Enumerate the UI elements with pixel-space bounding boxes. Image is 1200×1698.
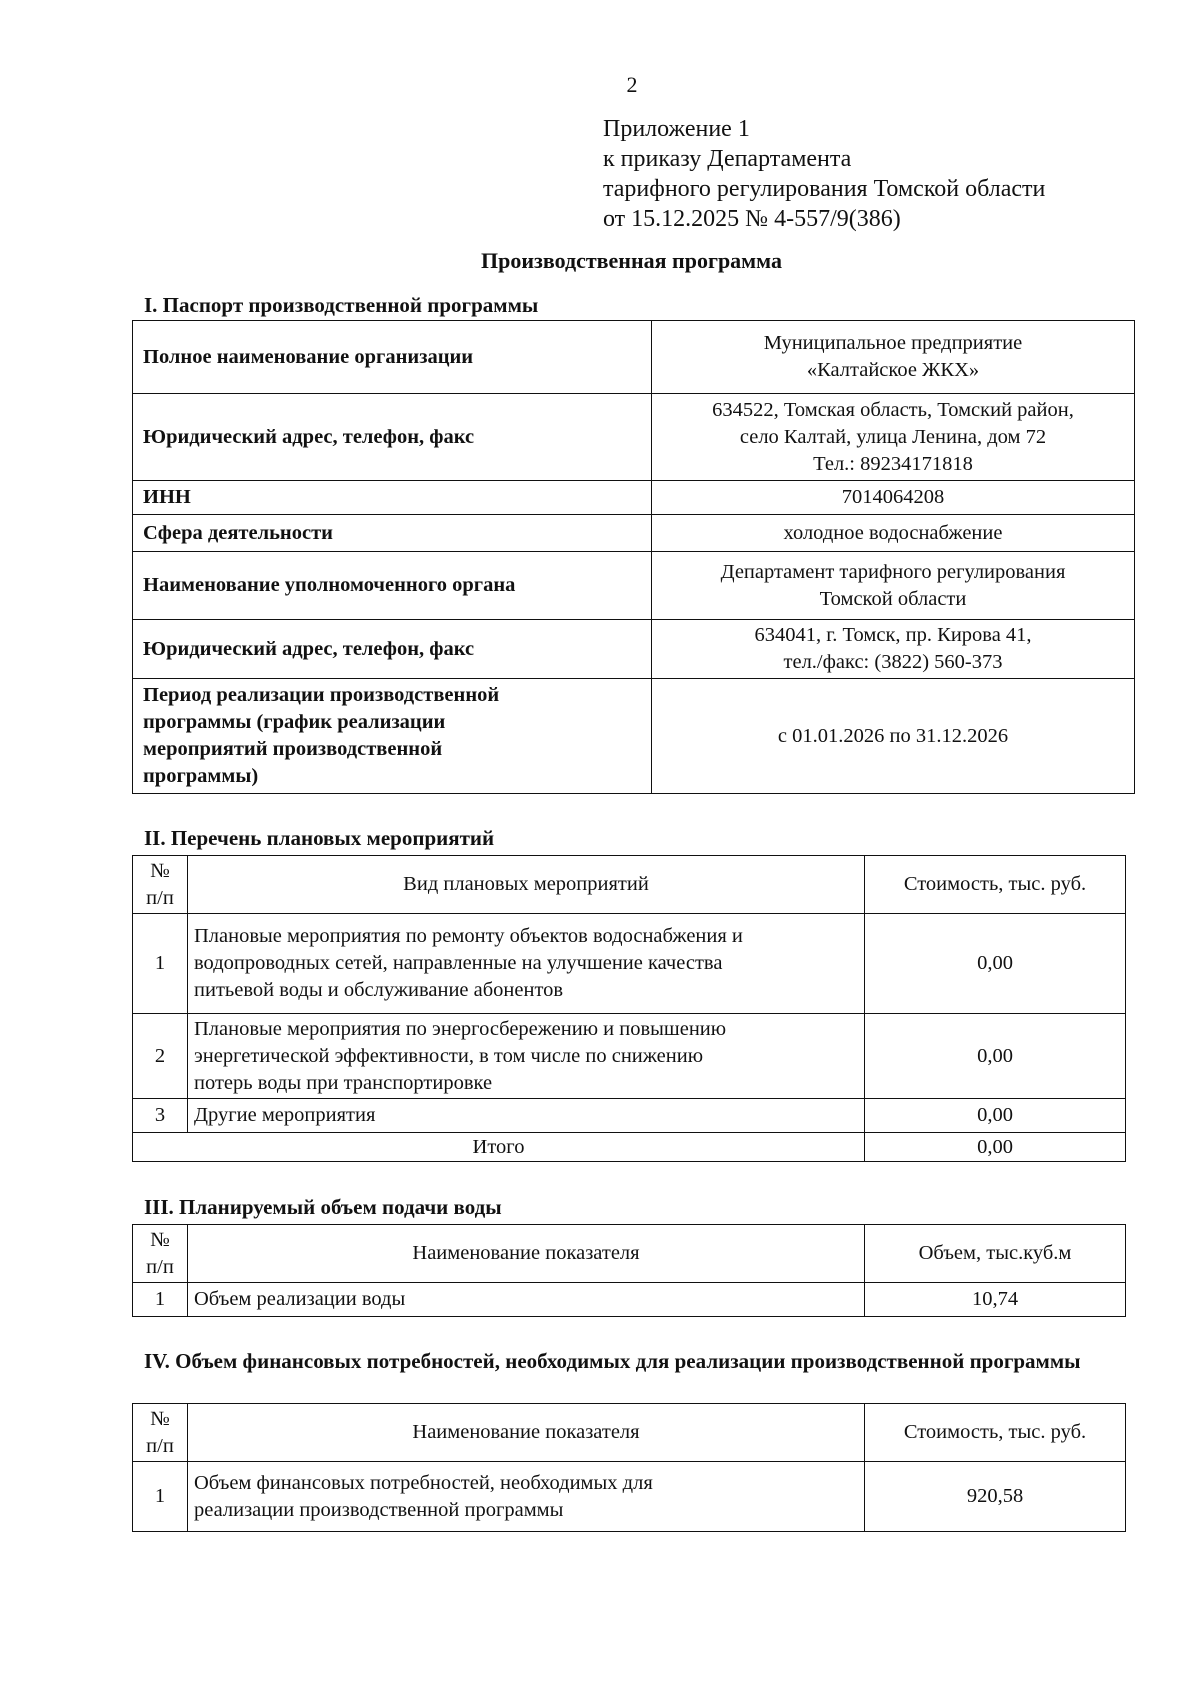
column-header-name: Вид плановых мероприятий <box>188 856 865 914</box>
section-heading-activities: II. Перечень плановых мероприятий <box>144 826 495 850</box>
row-number: 3 <box>133 1099 188 1133</box>
table-header-row <box>133 1404 1126 1462</box>
page-number: 2 <box>626 72 638 97</box>
table-row <box>133 552 1135 620</box>
row-name: Плановые мероприятия по ремонту объектов водоснабжения и водопроводных сетей, направленные на улучшение качества питьевой воды и обслуживание абонентов <box>188 914 865 1014</box>
table-row <box>133 679 1135 794</box>
row-number: 1 <box>133 1283 188 1317</box>
column-header-number: № п/п <box>133 1404 188 1462</box>
row-label: ИНН <box>133 481 652 515</box>
appendix-line: к приказу Департамента <box>603 146 852 172</box>
row-label: Наименование уполномоченного органа <box>133 552 652 620</box>
table-row <box>133 1099 1126 1133</box>
financial-needs-table <box>132 1403 1126 1532</box>
row-value: 7014064208 <box>652 481 1135 515</box>
row-value: 10,74 <box>865 1283 1126 1317</box>
row-label: Юридический адрес, телефон, факс <box>133 620 652 679</box>
column-header-cost: Стоимость, тыс. руб. <box>865 1404 1126 1462</box>
column-header-number: № п/п <box>133 856 188 914</box>
row-name: Объем финансовых потребностей, необходимых для реализации производственной программы <box>188 1462 865 1532</box>
row-cost: 0,00 <box>865 1014 1126 1099</box>
section-heading-passport: I. Паспорт производственной программы <box>144 293 539 317</box>
passport-table <box>132 320 1135 794</box>
row-name: Плановые мероприятия по энергосбережению и повышению энергетической эффективности, в том числе по снижению потерь воды при транспортировке <box>188 1014 865 1099</box>
column-header-name: Наименование показателя <box>188 1404 865 1462</box>
appendix-line: Приложение 1 <box>603 116 750 142</box>
row-cost: 920,58 <box>865 1462 1126 1532</box>
row-label: Полное наименование организации <box>133 321 652 394</box>
table-row <box>133 914 1126 1014</box>
table-row <box>133 481 1135 515</box>
appendix-line: от 15.12.2025 № 4-557/9(386) <box>603 206 901 232</box>
column-header-volume: Объем, тыс.куб.м <box>865 1225 1126 1283</box>
activities-table <box>132 855 1126 1162</box>
column-header-cost: Стоимость, тыс. руб. <box>865 856 1126 914</box>
table-total-row <box>133 1133 1126 1162</box>
column-header-number: № п/п <box>133 1225 188 1283</box>
table-row <box>133 1462 1126 1532</box>
row-label: Юридический адрес, телефон, факс <box>133 394 652 481</box>
row-label: Сфера деятельности <box>133 515 652 552</box>
total-value: 0,00 <box>865 1133 1126 1162</box>
table-header-row <box>133 1225 1126 1283</box>
row-value: с 01.01.2026 по 31.12.2026 <box>652 679 1135 794</box>
row-number: 2 <box>133 1014 188 1099</box>
section-heading-water-volume: III. Планируемый объем подачи воды <box>144 1195 502 1219</box>
row-value: Департамент тарифного регулирования Томской области <box>652 552 1135 620</box>
appendix-line: тарифного регулирования Томской области <box>603 176 1046 202</box>
row-value: Муниципальное предприятие «Калтайское ЖКХ» <box>652 321 1135 394</box>
table-row <box>133 620 1135 679</box>
appendix-block <box>603 114 1045 234</box>
table-header-row <box>133 856 1126 914</box>
document-title: Производственная программа <box>480 248 783 273</box>
row-name: Объем реализации воды <box>188 1283 865 1317</box>
row-value: холодное водоснабжение <box>652 515 1135 552</box>
water-volume-table <box>132 1224 1126 1317</box>
table-row <box>133 394 1135 481</box>
table-row <box>133 1283 1126 1317</box>
row-label: Период реализации производственной программы (график реализации мероприятий производственной программы) <box>133 679 652 794</box>
row-number: 1 <box>133 914 188 1014</box>
table-row <box>133 1014 1126 1099</box>
row-name: Другие мероприятия <box>188 1099 865 1133</box>
column-header-name: Наименование показателя <box>188 1225 865 1283</box>
row-cost: 0,00 <box>865 1099 1126 1133</box>
total-label: Итого <box>133 1133 865 1162</box>
section-heading-financial-needs: IV. Объем финансовых потребностей, необходимых для реализации производственной программы <box>144 1349 1081 1373</box>
row-cost: 0,00 <box>865 914 1126 1014</box>
row-value: 634522, Томская область, Томский район, село Калтай, улица Ленина, дом 72 Тел.: 89234171818 <box>652 394 1135 481</box>
row-number: 1 <box>133 1462 188 1532</box>
table-row <box>133 515 1135 552</box>
table-row <box>133 321 1135 394</box>
row-value: 634041, г. Томск, пр. Кирова 41, тел./факс: (3822) 560-373 <box>652 620 1135 679</box>
